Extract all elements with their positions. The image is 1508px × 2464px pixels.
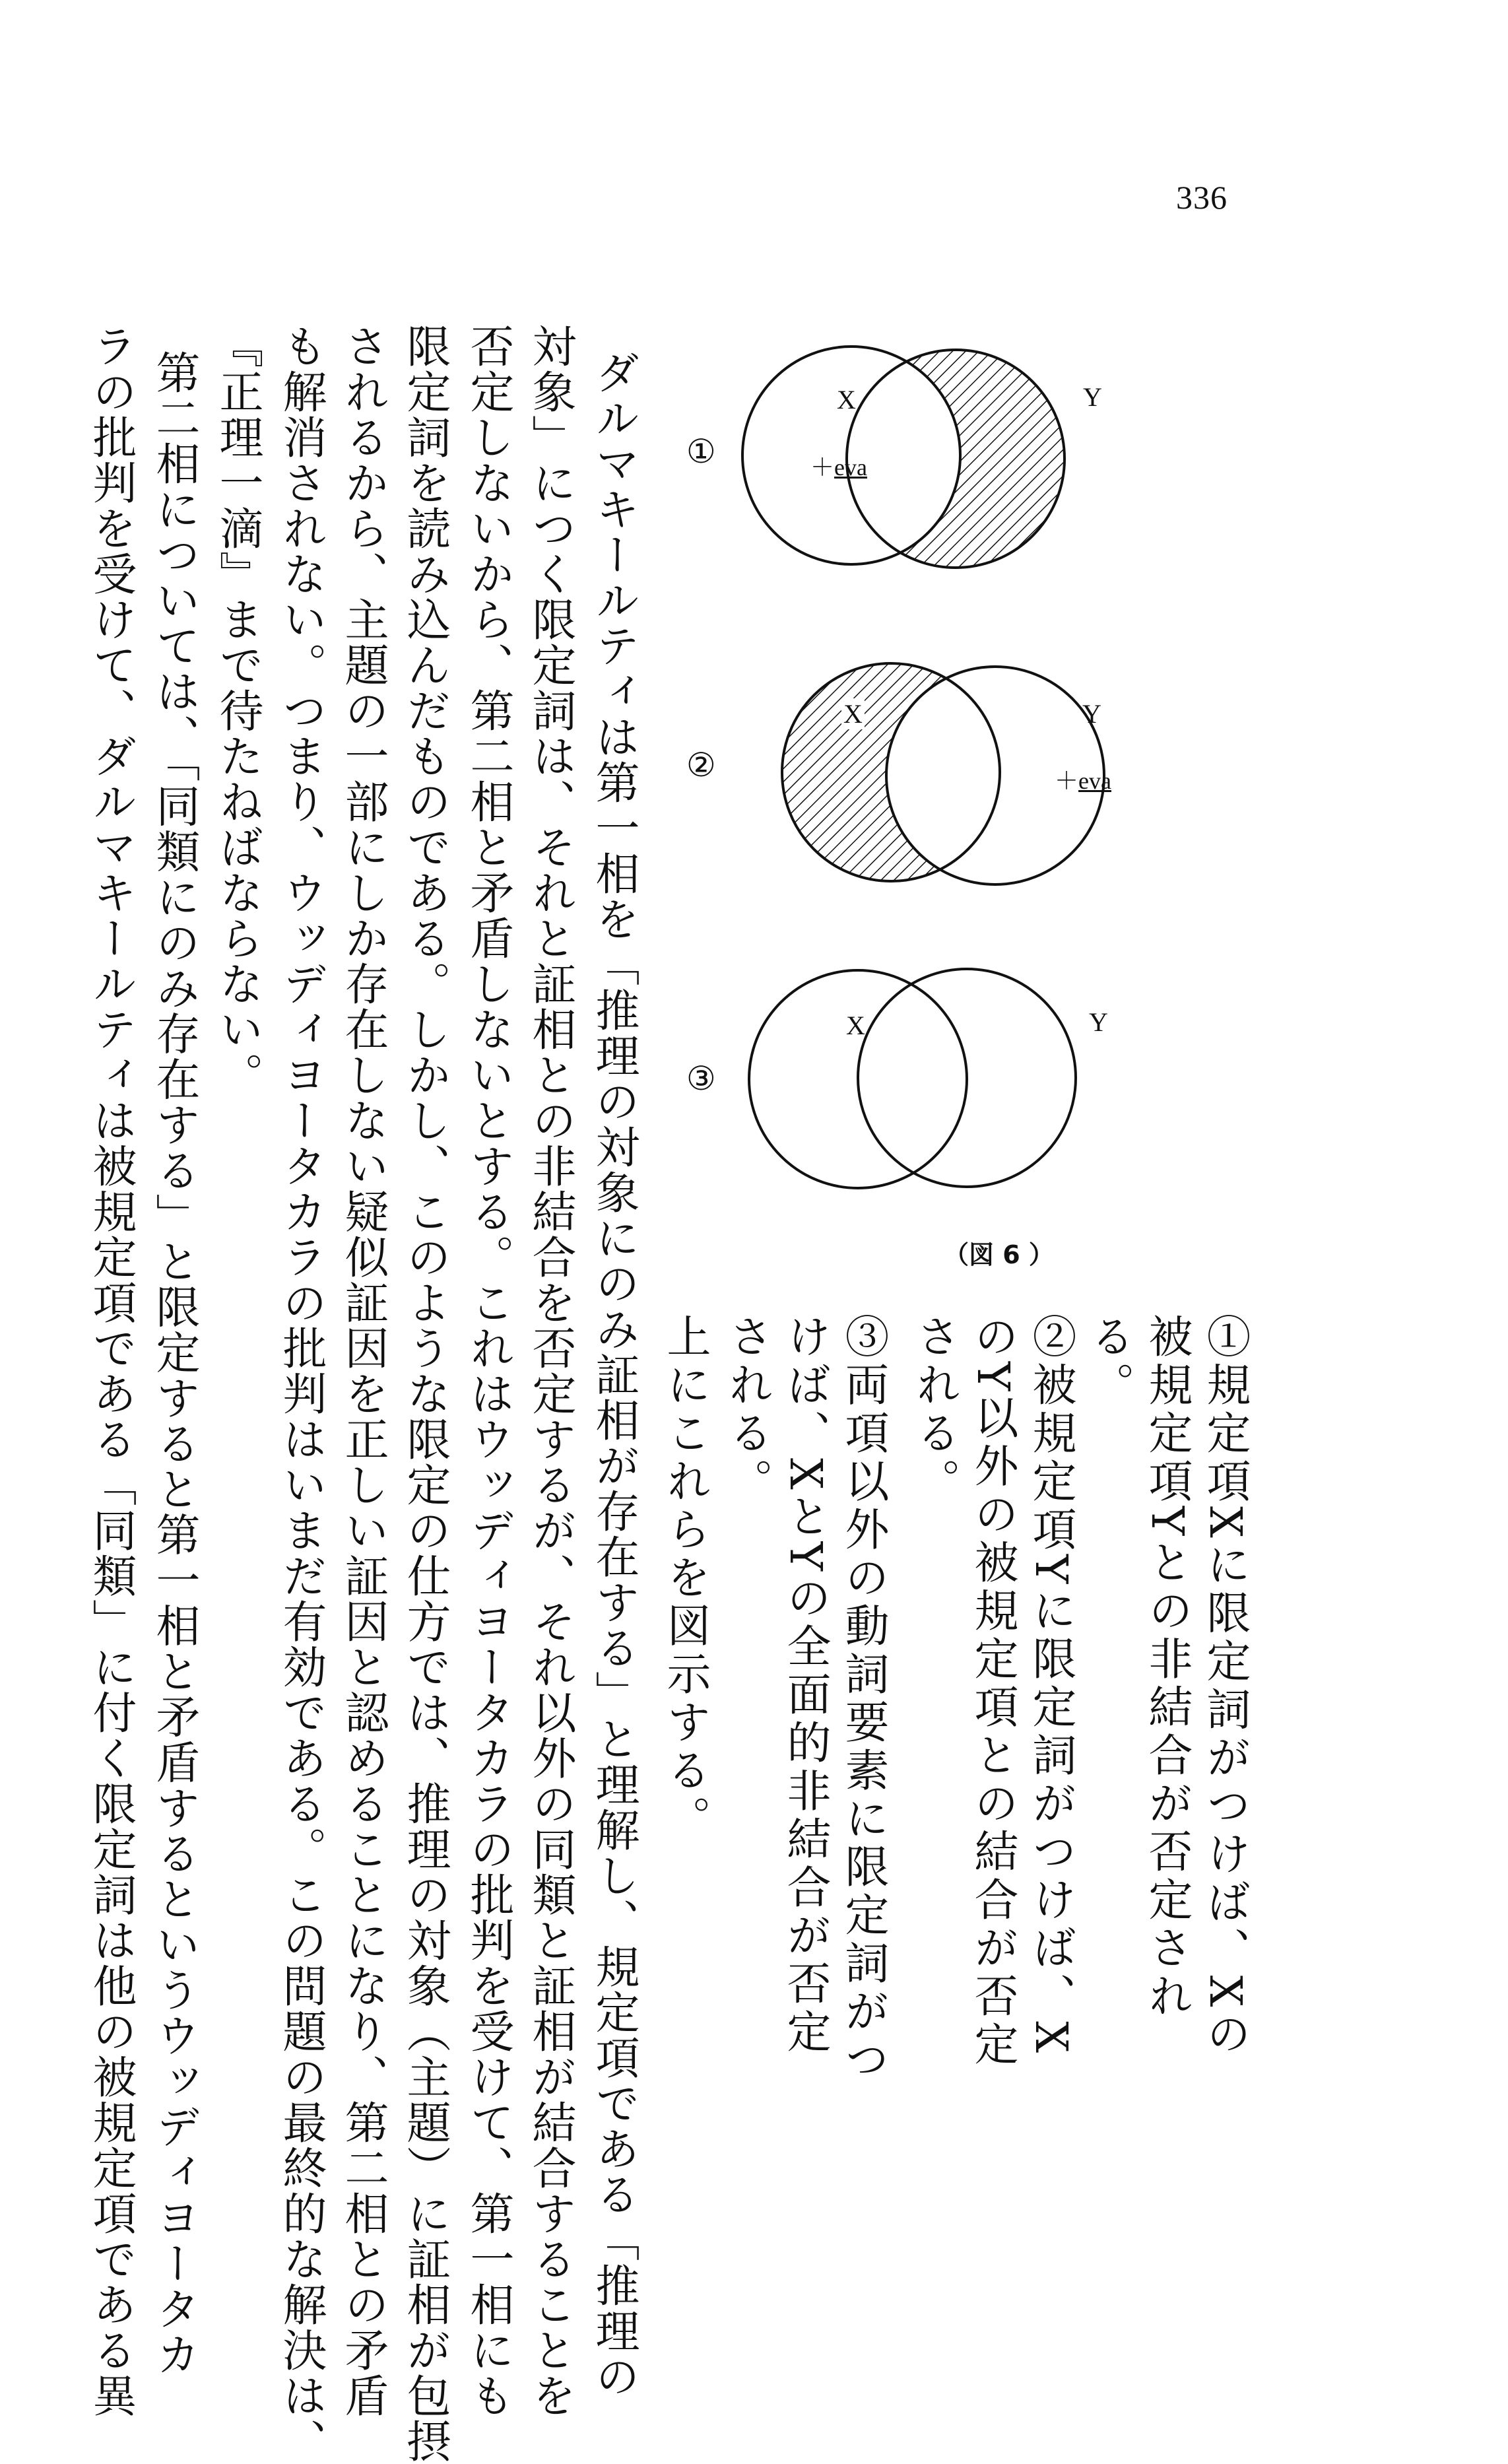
body-text-line: 限定詞を読み込んだものである。しかし、このような限定の仕方では、推理の対象（主題）に証相が包摂 <box>400 323 452 2464</box>
body-text-line: 『正理一滴』まで待たねばならない。 <box>213 323 265 1098</box>
venn-figure <box>660 277 1228 1307</box>
venn-diagram-3 <box>749 969 1076 1188</box>
plus-sign: ＋ <box>810 454 835 481</box>
body-text-line: 第二相については、「同類にのみ存在する」と限定すると第一相と矛盾するというウッディヨータカ <box>149 350 201 2378</box>
body-text-line: ラの批判を受けて、ダルマキールティは被規定項である「同類」に付く限定詞は他の被規定項である異 <box>86 323 138 2418</box>
upper-text-line: 被規定項Yとの非結合が否定され <box>1142 1314 1194 2022</box>
diagram-3-label-y: Y <box>1089 1007 1108 1037</box>
diagram-2-note <box>1055 762 1111 796</box>
eva-label: eva <box>1078 768 1111 794</box>
diagram-2-label-y: Y <box>1082 699 1101 729</box>
diagram-1-label-x: X <box>837 385 856 415</box>
upper-text-line: る。 <box>1084 1314 1136 1410</box>
diagram-marker-1: ① <box>686 432 716 471</box>
body-text-line: 対象」につく限定詞は、それと証相との非結合を否定するが、それ以外の同類と証相が結合することを <box>525 323 577 2418</box>
diagram-1-note <box>810 449 867 483</box>
body-text-line: されるから、主題の一部にしか存在しない疑似証因を正しい証因と認めることになり、第二相との矛盾 <box>338 323 390 2418</box>
diagram-marker-3: ③ <box>686 1059 716 1098</box>
upper-text-line: ②被規定項Yに限定詞がつけば、X <box>1026 1314 1078 2057</box>
eva-label: eva <box>834 454 867 481</box>
upper-text-line: のY以外の被規定項との結合が否定 <box>967 1314 1020 2070</box>
upper-text-line: される。 <box>909 1314 962 1506</box>
page-number: 336 <box>1176 179 1228 216</box>
figure-caption: （図 6 ） <box>944 1240 1054 1269</box>
body-text-line: ダルマキールティは第一相を「推理の対象にのみ証相が存在する」と理解し、規定項である「推理の <box>589 350 641 2399</box>
diagram-3-label-x: X <box>846 1011 865 1040</box>
venn-diagram-1 <box>742 347 1065 568</box>
upper-text-line: ①規定項Xに限定詞がつけば、Xの <box>1200 1314 1252 2059</box>
plus-sign: ＋ <box>1055 768 1079 794</box>
body-text-line: 否定しないから、第二相と矛盾しないとする。これはウッディヨータカラの批判を受けて、第一相にも <box>463 323 515 2418</box>
upper-text-line: ③両項以外の動詞要素に限定詞がつ <box>838 1314 890 2084</box>
body-text-line: も解消されない。つまり、ウッディヨータカラの批判はいまだ有効である。この問題の最終的な解決は、 <box>276 323 328 2464</box>
diagram-marker-2: ② <box>686 746 716 784</box>
diagram-2-label-x: X <box>841 698 865 729</box>
upper-text-line: される。 <box>722 1314 774 1506</box>
upper-text-line: けば、XとYの全面的非結合が否定 <box>780 1314 832 2057</box>
diagram-1-label-y: Y <box>1081 382 1104 413</box>
upper-text-line: 上にこれらを図示する。 <box>660 1314 712 1844</box>
